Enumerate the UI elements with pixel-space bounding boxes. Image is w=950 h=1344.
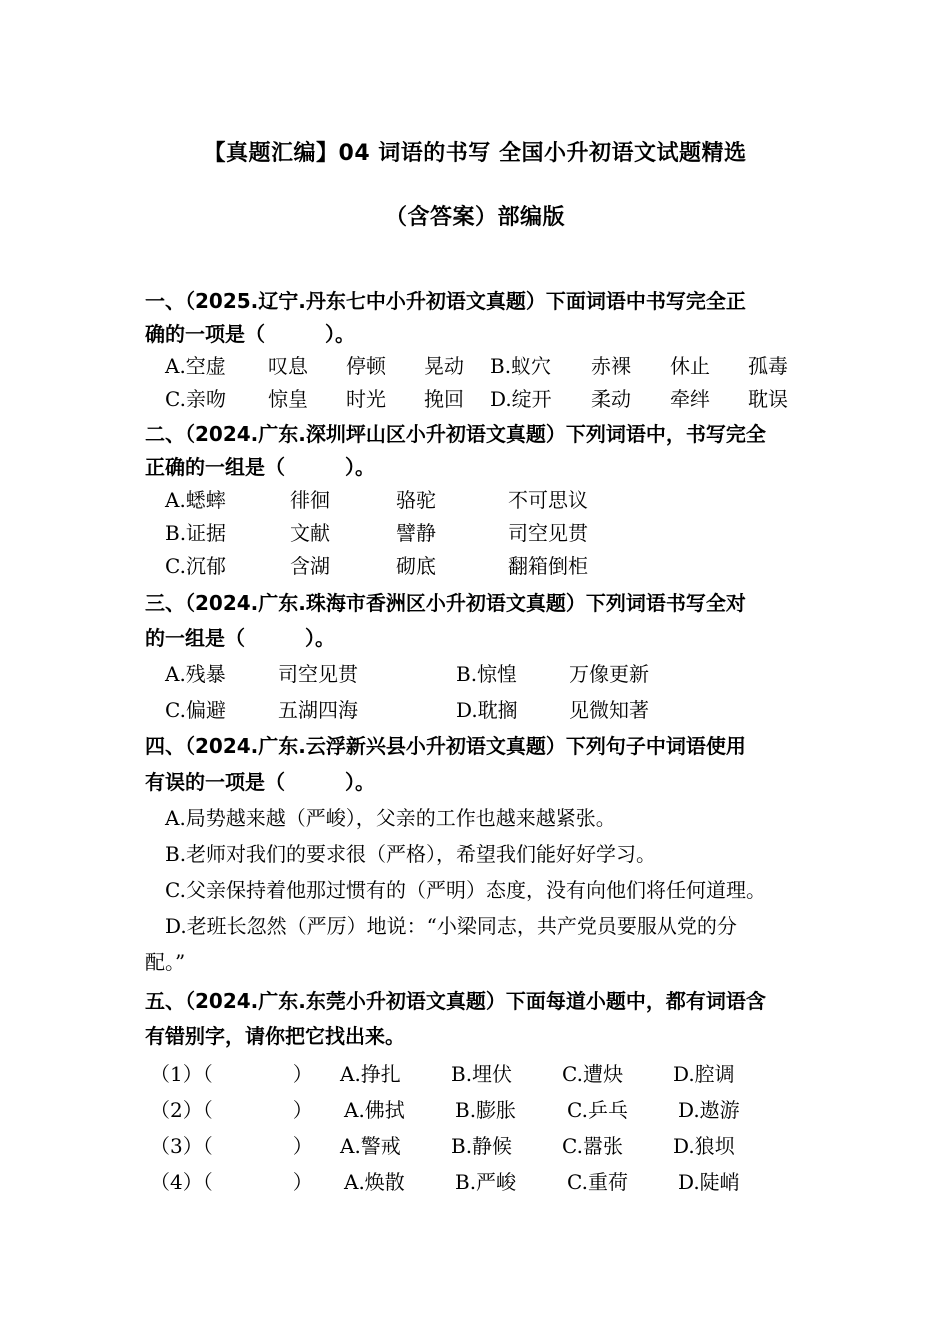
answer-blank: （1）（ ） <box>150 1062 313 1086</box>
option-word: 赤裸 <box>591 354 631 378</box>
option-word: A.残暴 <box>165 662 226 686</box>
option-word: 翻箱倒柜 <box>508 554 588 578</box>
option-word: A.佛拭 <box>344 1098 405 1122</box>
option-word: B.惊惶 <box>456 662 518 686</box>
option-word: 孤毒 <box>748 354 788 378</box>
option-word: D.腔调 <box>673 1062 735 1086</box>
option-sentence: B.老师对我们的要求很（严格），希望我们能好好学习。 <box>165 842 657 866</box>
option-word: 司空见贯 <box>278 662 358 686</box>
question-5-heading: 五、（2024.广东.东莞小升初语文真题）下面每道小题中，都有词语含 <box>145 989 766 1013</box>
question-2-heading: 二、（2024.广东.深圳坪山区小升初语文真题）下列词语中，书写完全 <box>145 422 766 446</box>
option-word: 不可思议 <box>508 488 588 512</box>
option-word: B.蚁穴 <box>490 354 552 378</box>
option-word: C.沉郁 <box>165 554 226 578</box>
option-sentence: D.老班长忽然（严厉）地说：“小梁同志，共产党员要服从党的分 <box>165 914 737 938</box>
option-word: A.焕散 <box>344 1170 405 1194</box>
option-word: A.空虚 <box>165 354 226 378</box>
option-word: 挽回 <box>424 387 464 411</box>
option-word: 司空见贯 <box>508 521 588 545</box>
option-word: 万像更新 <box>569 662 649 686</box>
document-subtitle: （含答案）部编版 <box>384 205 565 230</box>
option-word: D.遨游 <box>678 1098 740 1122</box>
option-word: 时光 <box>346 387 386 411</box>
option-word: D.耽搁 <box>456 698 518 722</box>
option-word: B.埋伏 <box>451 1062 513 1086</box>
option-word: 含湖 <box>290 554 330 578</box>
option-word: D.狼坝 <box>673 1134 735 1158</box>
option-word: 晃动 <box>424 354 464 378</box>
question-2-heading-cont: 正确的一组是（ ）。 <box>145 455 375 479</box>
option-word: 叹息 <box>268 354 308 378</box>
question-5-heading-cont: 有错别字，请你把它找出来。 <box>145 1024 405 1048</box>
question-4-heading: 四、（2024.广东.云浮新兴县小升初语文真题）下列句子中词语使用 <box>145 734 746 758</box>
option-word: D.陡峭 <box>678 1170 740 1194</box>
option-word: C.重荷 <box>567 1170 628 1194</box>
question-3-heading-cont: 的一组是（ ）。 <box>145 626 335 650</box>
option-word: B.严峻 <box>455 1170 517 1194</box>
option-sentence: A.局势越来越（严峻），父亲的工作也越来越紧张。 <box>165 806 616 830</box>
option-word: 惊皇 <box>268 387 308 411</box>
option-word: C.遭炔 <box>562 1062 623 1086</box>
option-word: D.绽开 <box>490 387 552 411</box>
option-word: C.亲吻 <box>165 387 226 411</box>
option-word: C.偏避 <box>165 698 226 722</box>
option-word: 牵绊 <box>670 387 710 411</box>
option-word: B.膨胀 <box>455 1098 517 1122</box>
option-word: 砌底 <box>396 554 436 578</box>
option-word: B.证据 <box>165 521 227 545</box>
option-word: 骆驼 <box>396 488 436 512</box>
option-word: C.嚣张 <box>562 1134 623 1158</box>
option-word: A.蟋蟀 <box>165 488 226 512</box>
question-4-heading-cont: 有误的一项是（ ）。 <box>145 770 375 794</box>
answer-blank: （2）（ ） <box>150 1098 313 1122</box>
option-word: 柔动 <box>591 387 631 411</box>
option-sentence-cont: 配。” <box>145 950 186 974</box>
option-sentence: C.父亲保持着他那过惯有的（严明）态度，没有向他们将任何道理。 <box>165 878 766 902</box>
option-word: 见微知著 <box>569 698 649 722</box>
option-word: 停顿 <box>346 354 386 378</box>
option-word: A.挣扎 <box>340 1062 401 1086</box>
option-word: A.警戒 <box>340 1134 401 1158</box>
option-word: 五湖四海 <box>278 698 358 722</box>
option-word: 文献 <box>290 521 330 545</box>
document-title: 【真题汇编】04 词语的书写 全国小升初语文试题精选 <box>203 141 747 166</box>
question-1-heading: 一、（2025.辽宁.丹东七中小升初语文真题）下面词语中书写完全正 <box>145 289 746 313</box>
option-word: 譬静 <box>396 521 436 545</box>
option-word: B.静候 <box>451 1134 513 1158</box>
option-word: 休止 <box>670 354 710 378</box>
question-3-heading: 三、（2024.广东.珠海市香洲区小升初语文真题）下列词语书写全对 <box>145 591 746 615</box>
option-word: 徘徊 <box>290 488 330 512</box>
question-1-heading-cont: 确的一项是（ ）。 <box>145 322 355 346</box>
answer-blank: （3）（ ） <box>150 1134 313 1158</box>
option-word: C.乒乓 <box>567 1098 628 1122</box>
answer-blank: （4）（ ） <box>150 1170 313 1194</box>
option-word: 耽误 <box>748 387 788 411</box>
